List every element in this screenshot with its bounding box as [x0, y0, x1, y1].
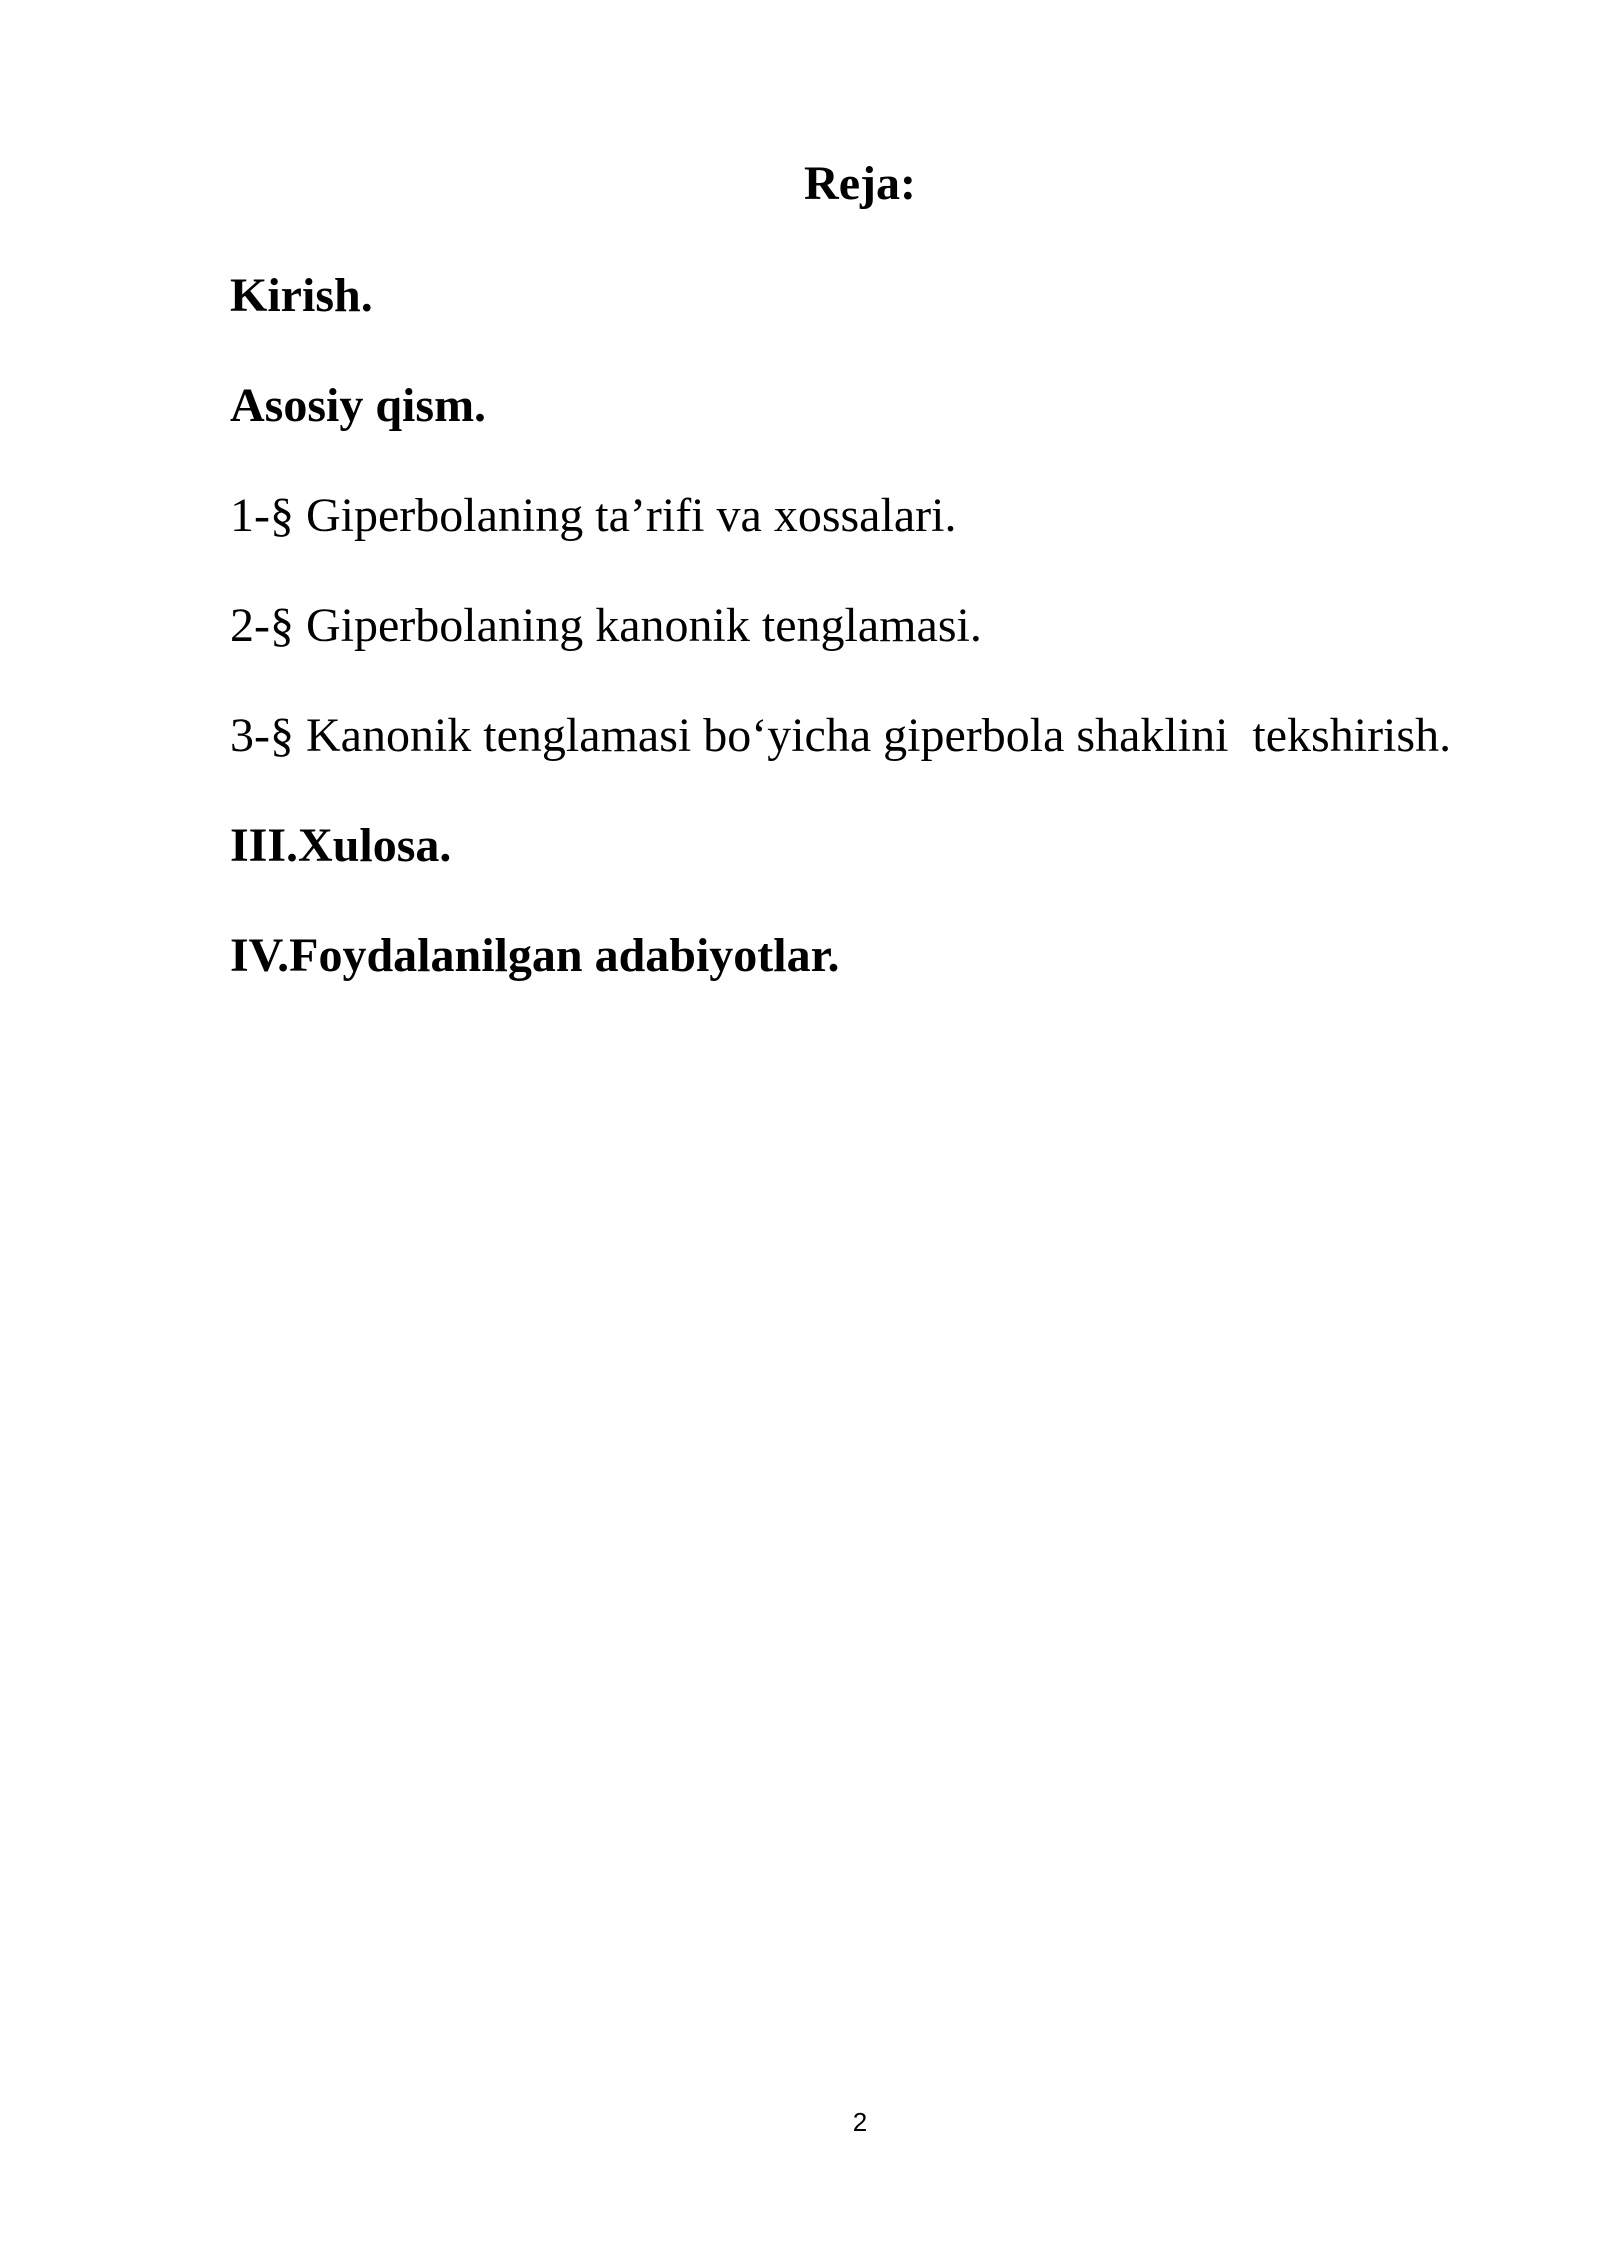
page-number: 2: [852, 2107, 868, 2137]
plan-item-asosiy-qism: Asosiy qism.: [230, 379, 487, 432]
plan-list: [230, 262, 1560, 1032]
plan-item-section-2: 2-§ Giperbolaning kanonik tenglamasi.: [230, 599, 982, 652]
plan-item-xulosa: III.Xulosa.: [230, 819, 452, 872]
plan-item-section-3: 3-§ Kanonik tenglamasi bo‘yicha giperbola shaklini tekshirish.: [230, 709, 1452, 762]
plan-item-adabiyotlar: IV.Foydalanilgan adabiyotlar.: [230, 929, 840, 982]
plan-item-section-1: 1-§ Giperbolaning ta’rifi va xossalari.: [230, 489, 957, 542]
page-title: Reja:: [804, 157, 916, 210]
plan-item-kirish: Kirish.: [230, 269, 373, 322]
